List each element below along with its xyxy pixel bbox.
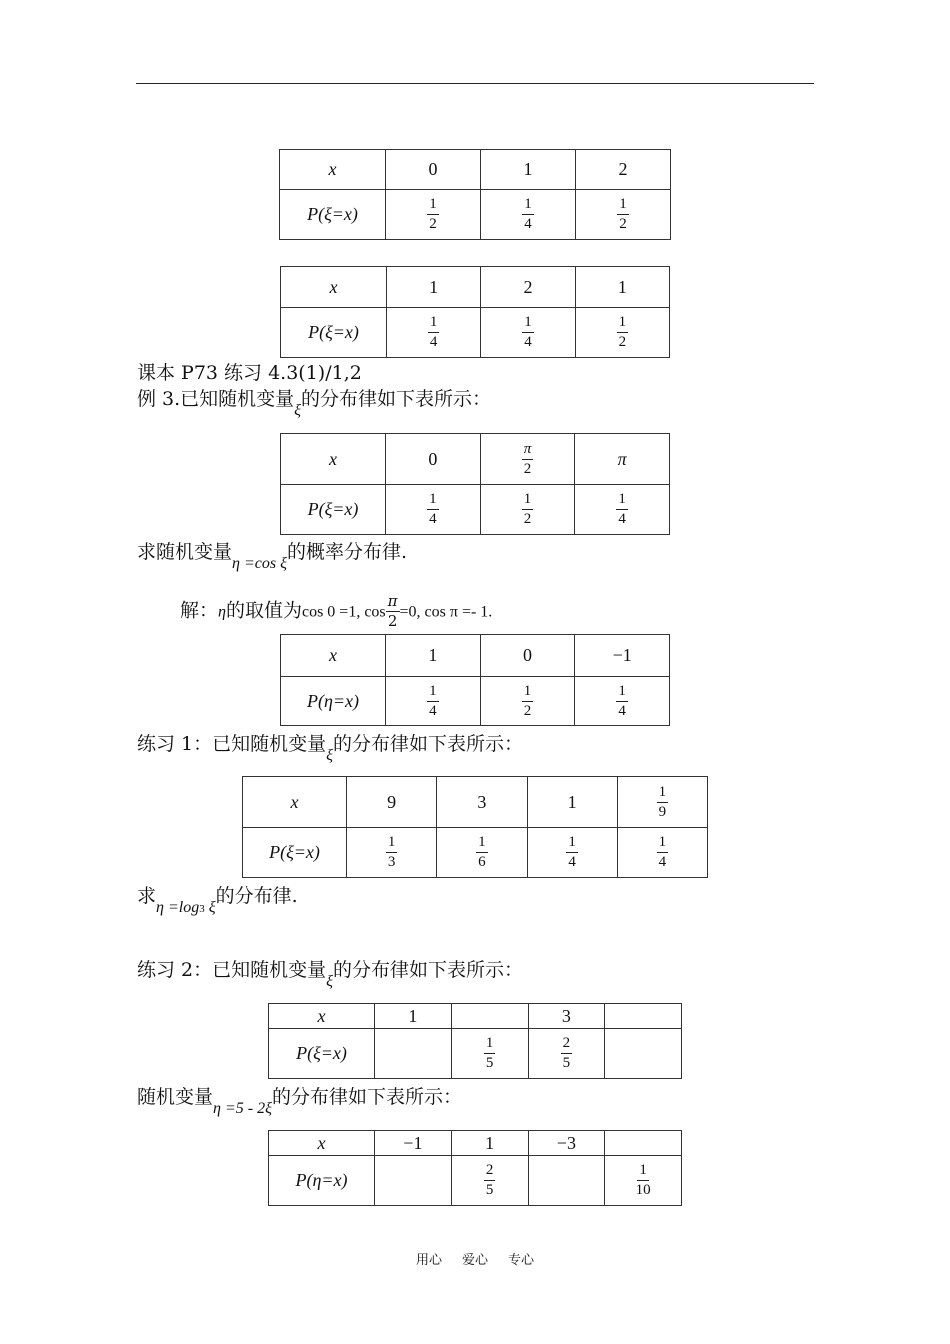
page-footer: 用心 爱心 专心: [415, 1253, 535, 1268]
table-cell: −1: [375, 1131, 452, 1156]
row-label: P(ξ=x): [281, 308, 387, 358]
table-cell: $\frac{1}{4}$: [575, 485, 670, 535]
table-cell: [451, 1004, 528, 1029]
table-cell: 0: [386, 150, 481, 190]
table-cell: $\frac{1}{2}$: [575, 308, 669, 358]
table-cell: 1: [575, 267, 669, 308]
row-label: P(η=x): [281, 677, 386, 726]
question-eta-log: 求$_{\eta =log3 \xi}$的分布律.: [137, 885, 298, 916]
table-cell: 1: [386, 635, 481, 677]
table-cell: [528, 1156, 605, 1206]
table-cell: $\frac{1}{4}$: [386, 485, 481, 535]
row-label: P(η=x): [269, 1156, 375, 1206]
table-cell: $\frac{1}{4}$: [481, 308, 575, 358]
table-cell: $\frac{1}{4}$: [617, 828, 707, 878]
table-cell: 0: [480, 635, 575, 677]
table-cell: −3: [528, 1131, 605, 1156]
table-cell: x: [269, 1004, 375, 1029]
textbook-reference: 课本 P73 练习 4.3(1)/1,2: [137, 362, 362, 384]
table-cell: $\frac{1}{2}$: [480, 485, 575, 535]
example-3-prompt: 例 3.已知随机变量$_\xi$的分布律如下表所示：: [137, 388, 492, 419]
table-cell: [605, 1131, 682, 1156]
table-cell: [605, 1029, 682, 1079]
table-cell: −1: [575, 635, 670, 677]
question-eta-linear: 随机变量$_{\eta =5 - 2\xi}$的分布律如下表所示：: [137, 1086, 462, 1117]
solution-line: 解：η的取值为cos 0 =1, cos $\frac{\pi}{2}$ =0, cos π =- 1.: [180, 592, 493, 630]
table-cell: x: [269, 1131, 375, 1156]
table-cell: $\frac{1}{2}$: [480, 677, 575, 726]
table-cell: 2: [576, 150, 671, 190]
table-cell: 3: [528, 1004, 605, 1029]
table-cell: $\frac{1}{9}$: [617, 777, 707, 828]
table-cell: 9: [347, 777, 437, 828]
table-cell: π: [575, 434, 670, 485]
table-cell: x: [281, 434, 386, 485]
table-cell: $\frac{1}{4}$: [527, 828, 617, 878]
table-cell: x: [280, 150, 386, 190]
distribution-table-2: [280, 266, 670, 358]
table-cell: [375, 1029, 452, 1079]
table-cell: 1: [451, 1131, 528, 1156]
table-cell: $\frac{1}{2}$: [576, 190, 671, 240]
table-cell: $\frac{1}{6}$: [437, 828, 527, 878]
table-cell: $\frac{1}{5}$: [451, 1029, 528, 1079]
header-rule: [136, 83, 814, 84]
table-cell: $\frac{\pi}{2}$: [480, 434, 575, 485]
table-cell: 0: [386, 434, 481, 485]
row-label: P(ξ=x): [243, 828, 347, 878]
table-cell: $\frac{1}{4}$: [575, 677, 670, 726]
table-cell: 1: [481, 150, 576, 190]
table-cell: $\frac{1}{4}$: [481, 190, 576, 240]
table-cell: [375, 1156, 452, 1206]
table-cell: $\frac{1}{3}$: [347, 828, 437, 878]
table-cell: $\frac{1}{2}$: [386, 190, 481, 240]
exercise-1-prompt: 练习 1：已知随机变量$_\xi$的分布律如下表所示：: [137, 733, 524, 764]
table-cell: 1: [527, 777, 617, 828]
table-cell: x: [243, 777, 347, 828]
table-cell: [605, 1004, 682, 1029]
distribution-table-1: [279, 149, 671, 240]
row-label: P(ξ=x): [281, 485, 386, 535]
table-cell: $\frac{2}{5}$: [528, 1029, 605, 1079]
table-cell: $\frac{1}{4}$: [387, 308, 481, 358]
table-cell: x: [281, 635, 386, 677]
distribution-table-4: [280, 634, 670, 726]
table-cell: 1: [375, 1004, 452, 1029]
table-cell: 1: [387, 267, 481, 308]
row-label: P(ξ=x): [269, 1029, 375, 1079]
distribution-table-3: [280, 433, 670, 535]
table-cell: x: [281, 267, 387, 308]
row-label: P(ξ=x): [280, 190, 386, 240]
distribution-table-7: [268, 1130, 682, 1206]
table-cell: $\frac{1}{10}$: [605, 1156, 682, 1206]
distribution-table-6: [268, 1003, 682, 1079]
table-cell: 3: [437, 777, 527, 828]
question-eta-cos: 求随机变量$_{\eta =cos \xi}$的概率分布律.: [137, 541, 407, 572]
distribution-table-5: [242, 776, 708, 878]
table-cell: $\frac{2}{5}$: [451, 1156, 528, 1206]
table-cell: $\frac{1}{4}$: [386, 677, 481, 726]
table-cell: 2: [481, 267, 575, 308]
exercise-2-prompt: 练习 2：已知随机变量$_\xi$的分布律如下表所示：: [137, 959, 524, 990]
